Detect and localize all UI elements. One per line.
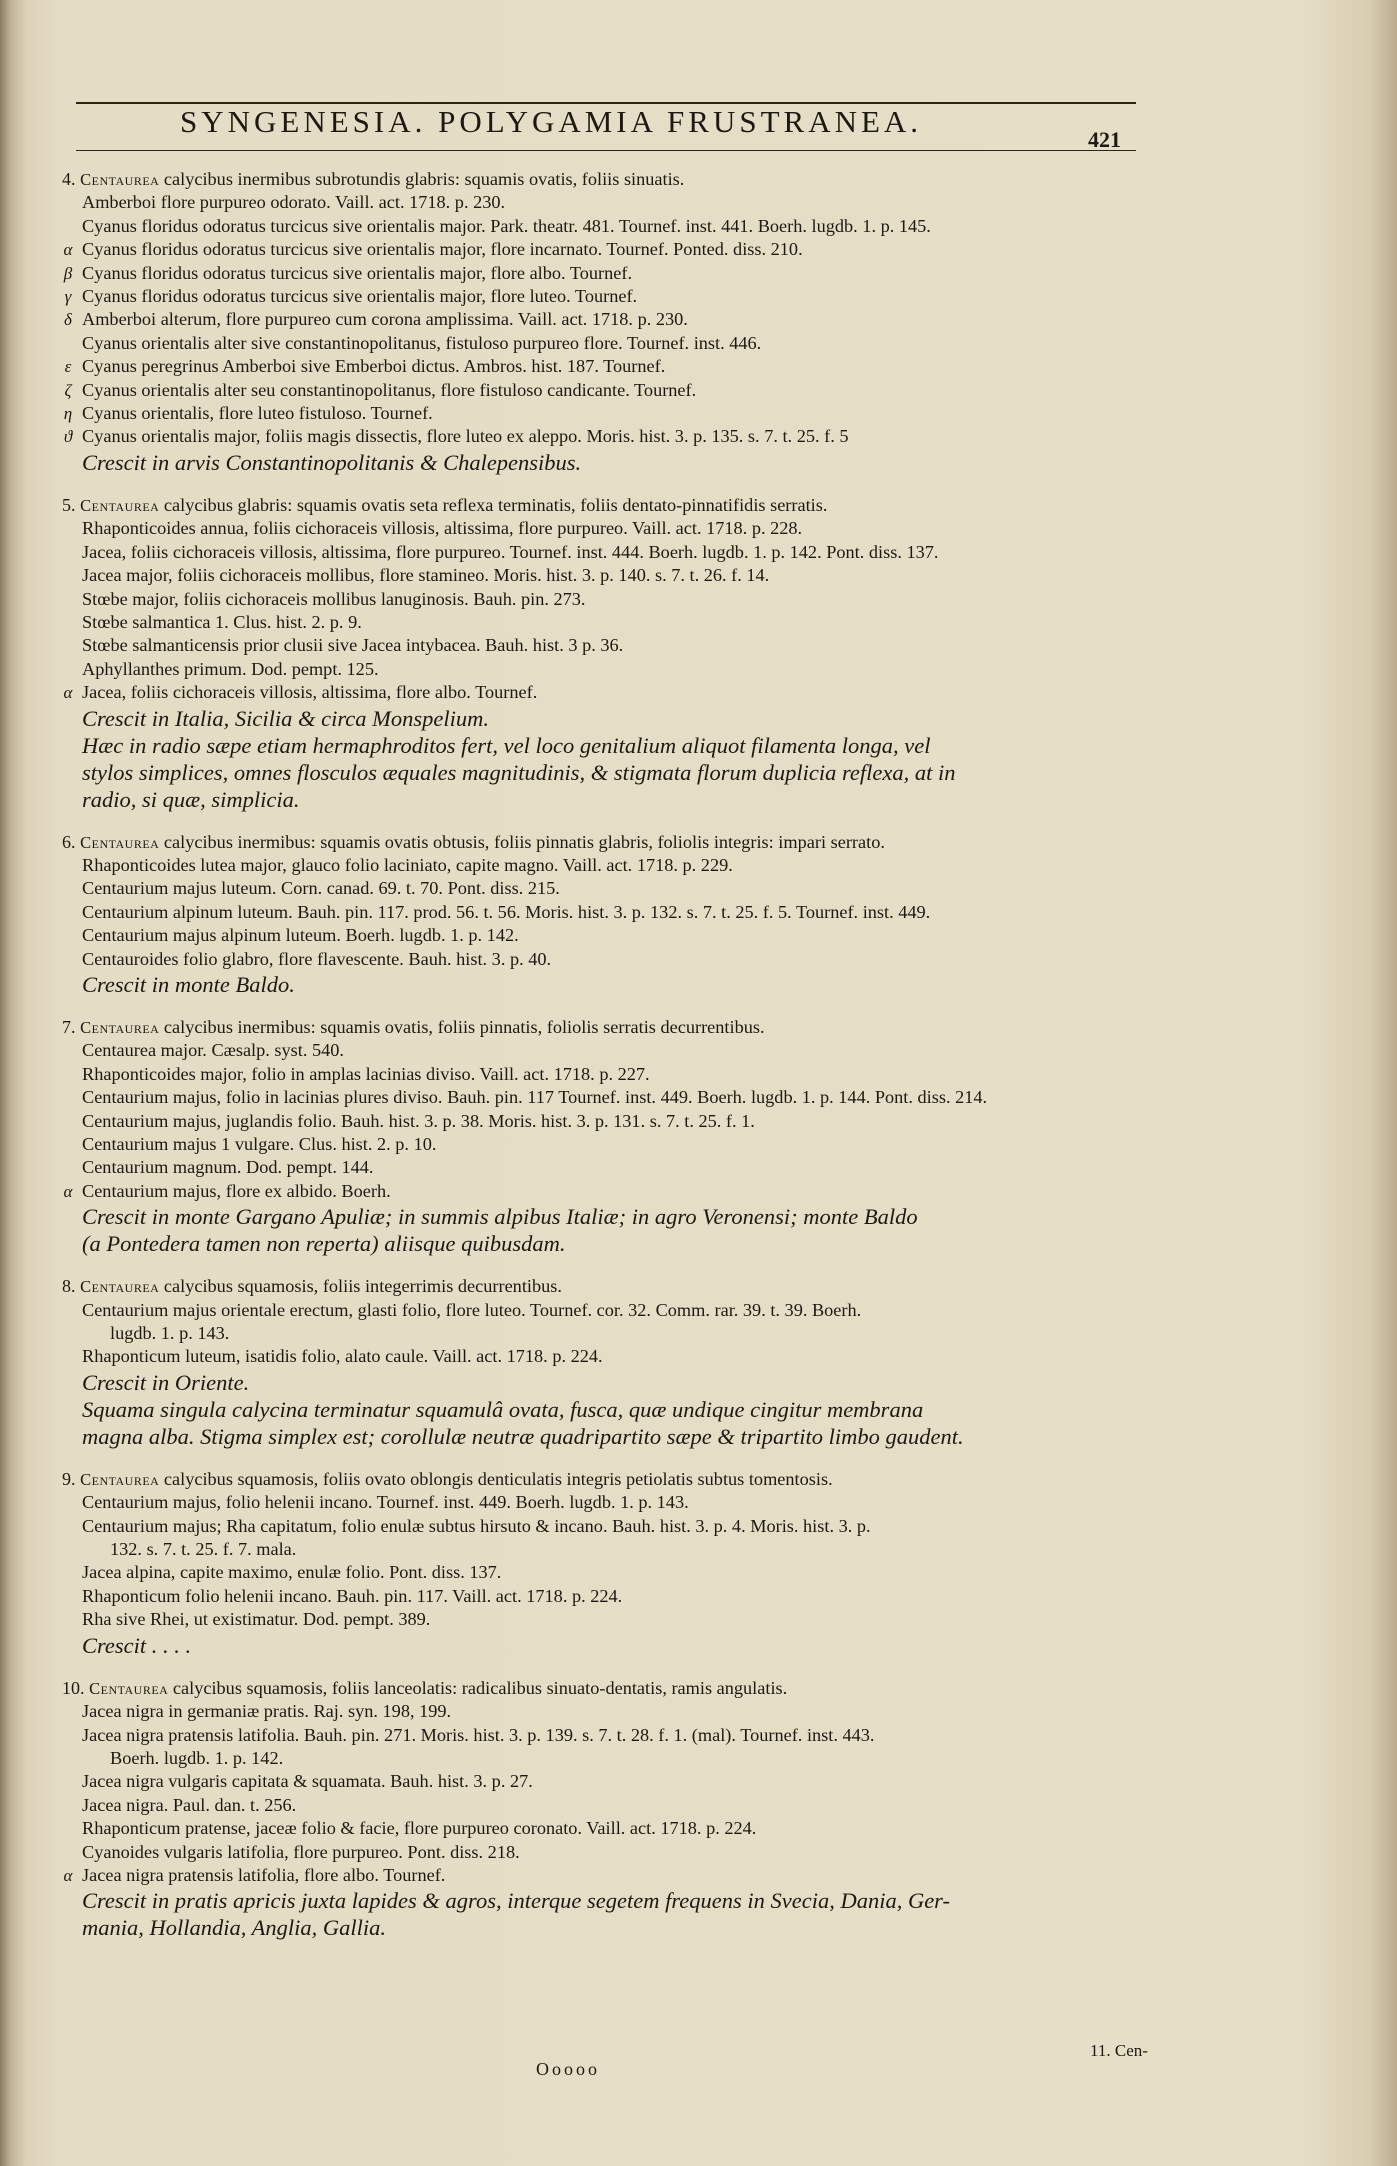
variety-mark: η	[63, 404, 73, 424]
synonym-line	[58, 1491, 1148, 1514]
habitat-line: Crescit in pratis apricis juxta lapides & agros, interque segetem frequens in Svecia, Dania, Ger-	[82, 1888, 950, 1914]
synonym-text: Jacea nigra vulgaris capitata & squamata. Bauh. hist. 3. p. 27.	[82, 1771, 533, 1792]
synonym-line	[58, 1110, 1148, 1133]
species-heading	[58, 831, 1148, 854]
synonym-line	[58, 1747, 1148, 1770]
synonym-line	[58, 215, 1148, 238]
synonym-text: Cyanus orientalis, flore luteo fistuloso. Tournef.	[82, 403, 433, 424]
synonym-text: Centaurium majus, folio in lacinias plures diviso. Bauh. pin. 117 Tournef. inst. 449. Boerh. lugdb. 1. p. 144. Pont. diss. 214.	[82, 1087, 988, 1108]
note-line: mania, Hollandia, Anglia, Gallia.	[82, 1915, 386, 1941]
species-entry	[58, 1468, 1148, 1659]
species-diagnosis: calycibus squamosis, foliis integerrimis decurrentibus.	[159, 1276, 562, 1297]
note-line: radio, si quæ, simplicia.	[82, 786, 300, 812]
page-number: 421	[1088, 127, 1121, 152]
synonym-text: Stœbe major, foliis cichoraceis mollibus lanuginosis. Bauh. pin. 273.	[82, 588, 586, 609]
synonym-line	[58, 355, 1148, 378]
species-heading	[58, 1275, 1148, 1298]
habitat-line: Crescit in monte Gargano Apuliæ; in summis alpibus Italiæ; in agro Veronensi; monte Baldo	[82, 1204, 918, 1230]
synonym-text: Aphyllanthes primum. Dod. pempt. 125.	[82, 658, 379, 679]
synonym-line	[58, 1841, 1148, 1864]
synonym-text: Cyanus orientalis alter sive constantinopolitanus, fistuloso purpureo flore. Tournef. inst. 446.	[82, 332, 762, 353]
synonym-text: Jacea alpina, capite maximo, enulæ folio. Pont. diss. 137.	[82, 1562, 502, 1583]
synonym-text: Rhaponticum luteum, isatidis folio, alato caule. Vaill. act. 1718. p. 224.	[82, 1346, 603, 1367]
synonym-text: Cyanus floridus odoratus turcicus sive orientalis major, flore luteo. Tournef.	[82, 286, 638, 307]
species-number: 5.	[62, 494, 76, 515]
genus-name: Centaurea	[75, 832, 160, 852]
synonym-text: Centaurea major. Cæsalp. syst. 540.	[82, 1040, 344, 1061]
species-number: 4.	[62, 169, 76, 189]
synonym-line	[58, 658, 1148, 681]
header-rule-bottom	[76, 150, 1136, 151]
habitat-line: Crescit in arvis Constantinopolitanis & Chalepensibus.	[82, 449, 582, 475]
synonym-line	[58, 332, 1148, 355]
synonym-text: Cyanus floridus odoratus turcicus sive orientalis major, flore incarnato. Tournef. Ponted. diss. 210.	[82, 239, 803, 260]
synonym-line	[58, 425, 1148, 448]
synonym-line	[58, 1063, 1148, 1086]
synonym-line	[58, 1864, 1148, 1887]
synonym-text: Jacea nigra. Paul. dan. t. 256.	[82, 1794, 297, 1815]
synonym-line	[58, 402, 1148, 425]
synonym-text: Rhaponticoides major, folio in amplas lacinias diviso. Vaill. act. 1718. p. 227.	[82, 1063, 650, 1084]
synonym-text: Cyanus floridus odoratus turcicus sive orientalis major. Park. theatr. 481. Tournef. inst. 441. Boerh. lugdb. 1. p. 145.	[82, 215, 931, 236]
species-heading	[58, 1677, 1148, 1700]
species-diagnosis: calycibus inermibus subrotundis glabris: squamis ovatis, foliis sinuatis.	[159, 169, 685, 189]
synonym-line	[58, 1086, 1148, 1109]
synonym-text: Cyanus peregrinus Amberboi sive Emberboi dictus. Ambros. hist. 187. Tournef.	[82, 356, 666, 377]
synonym-line	[58, 1345, 1148, 1368]
synonym-text: 132. s. 7. t. 25. f. 7. mala.	[110, 1539, 297, 1560]
synonym-line	[58, 877, 1148, 900]
synonym-line	[58, 191, 1148, 214]
synonym-text: Rhaponticoides annua, foliis cichoraceis villosis, altissima, flore purpureo. Vaill. act. 1718. p. 228.	[82, 518, 803, 539]
synonym-line	[58, 634, 1148, 657]
synonym-text: Centaurium magnum. Dod. pempt. 144.	[82, 1157, 374, 1178]
synonym-text: Jacea, foliis cichoraceis villosis, altissima, flore albo. Tournef.	[82, 682, 538, 703]
synonym-text: Stœbe salmantica 1. Clus. hist. 2. p. 9.	[82, 611, 362, 632]
habitat-line: Crescit in monte Baldo.	[82, 971, 295, 997]
species-heading	[58, 1468, 1148, 1491]
synonym-text: Centaurium majus alpinum luteum. Boerh. lugdb. 1. p. 142.	[82, 925, 519, 946]
species-diagnosis: calycibus glabris: squamis ovatis seta reflexa terminatis, foliis dentato-pinnatifidis serratis.	[159, 494, 828, 515]
note-line: (a Pontedera tamen non reperta) aliisque quibusdam.	[82, 1231, 566, 1257]
variety-mark: ε	[64, 357, 72, 377]
species-number: 7.	[62, 1016, 76, 1037]
synonym-line	[58, 1770, 1148, 1793]
species-heading	[58, 168, 1148, 191]
synonym-text: Rhaponticum folio helenii incano. Bauh. pin. 117. Vaill. act. 1718. p. 224.	[82, 1585, 623, 1606]
synonym-line	[58, 238, 1148, 261]
synonym-line	[58, 379, 1148, 402]
page-body	[58, 168, 1148, 1959]
synonym-text: Rhaponticum pratense, jaceæ folio & facie, flore purpureo coronato. Vaill. act. 1718. p. 224.	[82, 1818, 757, 1839]
synonym-text: Jacea nigra pratensis latifolia. Bauh. pin. 271. Moris. hist. 3. p. 139. s. 7. t. 28. f. 1. (mal). Tournef. inst. 443.	[82, 1724, 875, 1745]
species-number: 10.	[62, 1677, 85, 1698]
synonym-line	[58, 1561, 1148, 1584]
synonym-text: Cyanus orientalis major, foliis magis dissectis, flore luteo ex aleppo. Moris. hist. 3. p. 135. s. 7. t. 25. f. 5	[82, 426, 849, 447]
synonym-line	[58, 1724, 1148, 1747]
synonym-line	[58, 1700, 1148, 1723]
synonym-line	[58, 948, 1148, 971]
synonym-line	[58, 681, 1148, 704]
synonym-text: Jacea major, foliis cichoraceis mollibus, flore stamineo. Moris. hist. 3. p. 140. s. 7. t. 26. f. 14.	[82, 565, 770, 586]
synonym-text: Amberboi alterum, flore purpureo cum corona amplissima. Vaill. act. 1718. p. 230.	[82, 309, 688, 330]
synonym-text: Jacea, foliis cichoraceis villosis, altissima, flore purpureo. Tournef. inst. 444. Boerh. lugdb. 1. p. 142. Pont. diss. 137.	[82, 541, 939, 562]
synonym-text: Centaurium majus orientale erectum, glasti folio, flore luteo. Tournef. cor. 32. Comm. rar. 39. t. 39. Boerh.	[82, 1299, 862, 1320]
species-heading	[58, 1016, 1148, 1039]
genus-name: Centaurea	[75, 1277, 160, 1297]
variety-mark: α	[63, 1865, 73, 1885]
habitat-line: Crescit . . . .	[82, 1632, 192, 1658]
synonym-text: Centaurium majus, folio helenii incano. Tournef. inst. 449. Boerh. lugdb. 1. p. 143.	[82, 1492, 689, 1513]
synonym-line	[58, 1817, 1148, 1840]
synonym-line	[58, 1039, 1148, 1062]
synonym-text: Cyanus floridus odoratus turcicus sive orientalis major, flore albo. Tournef.	[82, 262, 633, 283]
synonym-line	[58, 1585, 1148, 1608]
synonym-line	[58, 1538, 1148, 1561]
variety-mark: α	[63, 1181, 73, 1201]
synonym-line	[58, 1608, 1148, 1631]
synonym-text: Rha sive Rhei, ut existimatur. Dod. pempt. 389.	[82, 1609, 431, 1630]
species-number: 9.	[62, 1468, 76, 1489]
species-entry	[58, 1275, 1148, 1450]
habitat-line: Crescit in Italia, Sicilia & circa Monspelium.	[82, 705, 490, 731]
synonym-text: Centaurium majus, juglandis folio. Bauh. hist. 3. p. 38. Moris. hist. 3. p. 131. s. 7. t. 25. f. 1.	[82, 1110, 755, 1131]
running-head: SYNGENESIA. POLYGAMIA FRUSTRANEA.	[180, 104, 923, 139]
synonym-text: Centauroides folio glabro, flore flavescente. Bauh. hist. 3. p. 40.	[82, 948, 552, 969]
variety-mark: γ	[64, 287, 72, 307]
habitat-line: Crescit in Oriente.	[82, 1369, 250, 1395]
synonym-line	[58, 901, 1148, 924]
synonym-line	[58, 1515, 1148, 1538]
variety-mark: β	[63, 263, 73, 283]
species-number: 6.	[62, 831, 76, 852]
synonym-line	[58, 924, 1148, 947]
synonym-line	[58, 1322, 1148, 1345]
variety-mark: α	[63, 240, 73, 260]
species-entry	[58, 494, 1148, 813]
synonym-text: Boerh. lugdb. 1. p. 142.	[110, 1747, 284, 1768]
note-line: magna alba. Stigma simplex est; corollulæ neutræ quadripartito sæpe & tripartito limbo gaudent.	[82, 1423, 964, 1449]
synonym-line	[58, 1794, 1148, 1817]
catchword: 11. Cen-	[1090, 2041, 1148, 2060]
synonym-line	[58, 517, 1148, 540]
synonym-line	[58, 1180, 1148, 1203]
genus-name: Centaurea	[84, 1678, 169, 1698]
synonym-line	[58, 611, 1148, 634]
genus-name: Centaurea	[75, 495, 160, 515]
genus-name: Centaurea	[75, 1017, 160, 1037]
note-line: stylos simplices, omnes flosculos æquales magnitudinis, & stigmata florum duplicia reflexa, at in	[82, 759, 956, 785]
genus-name: Centaurea	[75, 1469, 160, 1489]
note-line: Squama singula calycina terminatur squamulâ ovata, fusca, quæ undique cingitur membrana	[82, 1396, 924, 1422]
genus-name: Centaurea	[75, 170, 160, 189]
variety-mark: ϑ	[63, 427, 73, 447]
synonym-text: Cyanoides vulgaris latifolia, flore purpureo. Pont. diss. 218.	[82, 1841, 520, 1862]
synonym-text: Jacea nigra pratensis latifolia, flore albo. Tournef.	[82, 1864, 446, 1885]
synonym-line	[58, 1299, 1148, 1322]
variety-mark: δ	[64, 310, 72, 330]
note-line: Hæc in radio sæpe etiam hermaphroditos fert, vel loco genitalium aliquot filamenta longa, vel	[82, 732, 931, 758]
synonym-text: lugdb. 1. p. 143.	[110, 1323, 230, 1344]
variety-mark: α	[63, 683, 73, 703]
signature-mark: Ooooo	[536, 2059, 600, 2079]
synonym-text: Cyanus orientalis alter seu constantinopolitanus, flore fistuloso candicante. Tournef.	[82, 379, 697, 400]
synonym-text: Amberboi flore purpureo odorato. Vaill. act. 1718. p. 230.	[82, 192, 506, 213]
species-entry	[58, 831, 1148, 998]
synonym-text: Centaurium majus, flore ex albido. Boerh.	[82, 1180, 391, 1201]
synonym-line	[58, 262, 1148, 285]
synonym-text: Stœbe salmanticensis prior clusii sive Jacea intybacea. Bauh. hist. 3 p. 36.	[82, 635, 624, 656]
synonym-text: Rhaponticoides lutea major, glauco folio laciniato, capite magno. Vaill. act. 1718. p. 229.	[82, 854, 733, 875]
synonym-text: Centaurium majus; Rha capitatum, folio enulæ subtus hirsuto & incano. Bauh. hist. 3. p. 4. Moris. hist. 3. p.	[82, 1515, 871, 1536]
species-entry	[58, 1677, 1148, 1942]
synonym-line	[58, 285, 1148, 308]
synonym-line	[58, 564, 1148, 587]
synonym-line	[58, 1156, 1148, 1179]
synonym-line	[58, 541, 1148, 564]
variety-mark: ζ	[64, 380, 72, 400]
synonym-text: Centaurium majus 1 vulgare. Clus. hist. 2. p. 10.	[82, 1134, 437, 1154]
synonym-line	[58, 588, 1148, 611]
species-diagnosis: calycibus squamosis, foliis lanceolatis: radicalibus sinuato-dentatis, ramis angulatis.	[168, 1677, 788, 1698]
synonym-line	[58, 1133, 1148, 1156]
species-number: 8.	[62, 1276, 76, 1297]
synonym-text: Jacea nigra in germaniæ pratis. Raj. syn. 198, 199.	[82, 1701, 452, 1722]
species-entry	[58, 168, 1148, 476]
species-diagnosis: calycibus inermibus: squamis ovatis, foliis pinnatis, foliolis serratis decurrentibus.	[159, 1016, 765, 1037]
species-heading	[58, 494, 1148, 517]
species-diagnosis: calycibus squamosis, foliis ovato oblongis denticulatis integris petiolatis subtus tomentosis.	[159, 1468, 833, 1489]
species-diagnosis: calycibus inermibus: squamis ovatis obtusis, foliis pinnatis glabris, foliolis integris: impari serrato.	[159, 831, 885, 852]
synonym-line	[58, 854, 1148, 877]
synonym-line	[58, 308, 1148, 331]
synonym-text: Centaurium alpinum luteum. Bauh. pin. 117. prod. 56. t. 56. Moris. hist. 3. p. 132. s. 7. t. 25. f. 5. Tournef. inst. 449.	[82, 901, 931, 922]
species-entry	[58, 1016, 1148, 1257]
synonym-text: Centaurium majus luteum. Corn. canad. 69. t. 70. Pont. diss. 215.	[82, 878, 560, 899]
